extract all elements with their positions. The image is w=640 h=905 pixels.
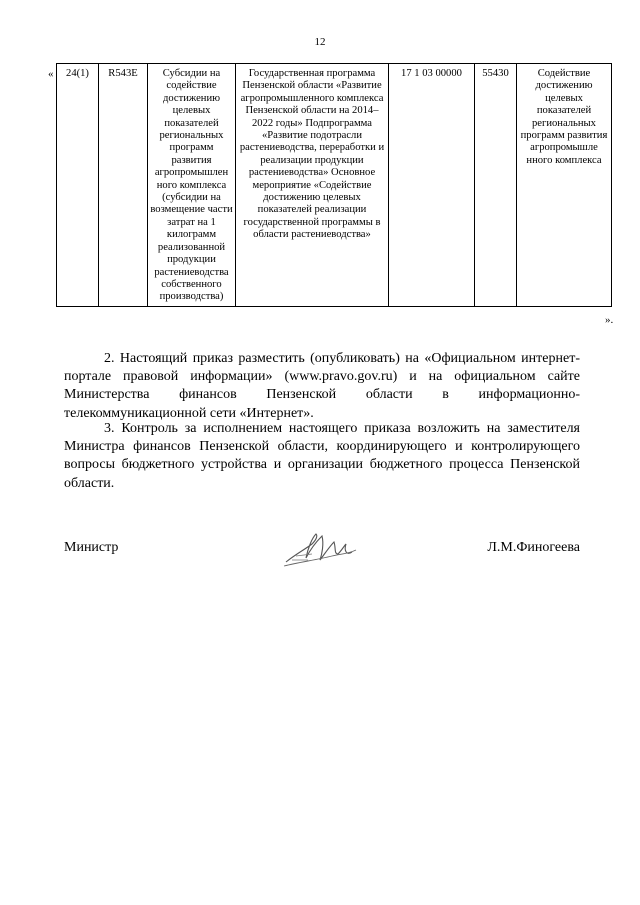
direction-code-cell: 55430 [475,64,517,307]
closing-quote: ». [605,314,614,326]
kcsr-cell: 17 1 03 00000 [389,64,475,307]
opening-quote: « [48,68,54,80]
purpose-cell: Субсидии на содействие достижению целевых показателей региональных программ развития агропромышлен ного комплекса (субсидии на возмещение части затрат на 1 килограмм реализованной продукции растениеводства собственного производства) [148,64,236,307]
signer-title: Министр [64,540,119,555]
handwritten-signature [282,524,360,572]
row-number-cell: 24(1) [57,64,99,307]
paragraph-2: 2. Настоящий приказ разместить (опубликовать) на «Официальном интернет-портале правовой информации» (www.pravo.gov.ru) и на официальном сайте Министерства финансов Пензенской области в информационно-телекоммуникационной сети «Интернет». [64,351,580,421]
budget-classification-table [56,63,612,307]
code-cell: R543E [99,64,148,307]
direction-name-cell: Содействие достижению целевых показателей региональных программ развития агропромышле нного комплекса [517,64,612,307]
table-row [57,64,612,307]
signer-name: Л.М.Финогеева [487,540,580,555]
page-number: 12 [314,36,326,48]
paragraph-3: 3. Контроль за исполнением настоящего приказа возложить на заместителя Министра финансов Пензенской области, координирующего и контролирующего вопросы бюджетного устройства и организации бюджетного процесса Пензенской области. [64,421,580,491]
program-cell: Государственная программа Пензенской области «Развитие агропромышленного комплекса Пензенской области на 2014–2022 годы» Подпрограмма «Развитие подотрасли растениеводства, переработки и реализации продукции растениеводства» Основное мероприятие «Содействие достижению целевых показателей реализации государственной программы в области растениеводства» [236,64,389,307]
